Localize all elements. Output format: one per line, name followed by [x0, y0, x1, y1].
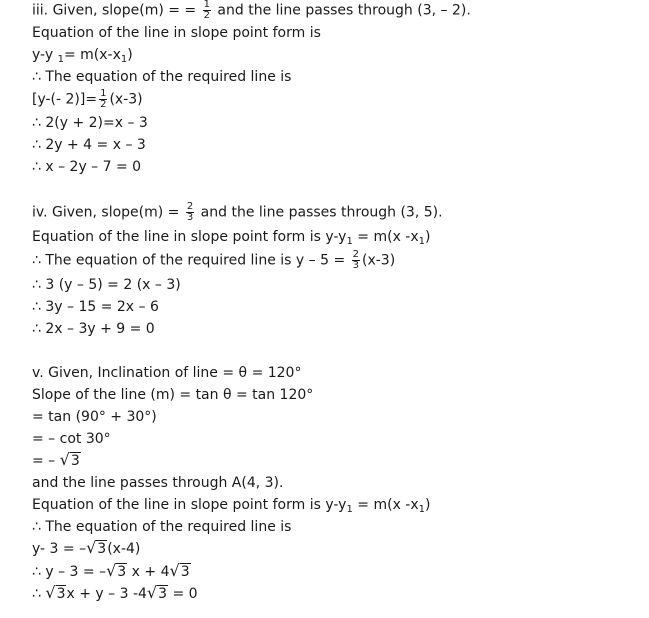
text: ∴ 2y + 4 = x – 3	[32, 137, 146, 153]
radicand: 3	[97, 541, 107, 557]
fraction	[203, 0, 211, 21]
text: = m(x -x	[352, 497, 419, 513]
radicand: 3	[70, 453, 80, 469]
text: (x-4)	[107, 541, 141, 557]
text: x + y – 3 -4	[66, 586, 147, 602]
numerator: 1	[203, 0, 210, 10]
text: ∴ The equation of the required line is	[32, 519, 292, 535]
square-root: √3	[106, 561, 127, 580]
iii-step-1	[32, 114, 148, 132]
iii-given-line	[32, 0, 471, 21]
text: ∴ 3y – 15 = 2x – 6	[32, 299, 159, 315]
text: = 0	[168, 586, 198, 602]
v-equation-form	[32, 496, 431, 514]
text: ∴ 2(y + 2)=x – 3	[32, 115, 148, 131]
text: (x-3)	[362, 252, 396, 269]
subscript: 1	[346, 236, 353, 247]
iii-equation-form	[32, 24, 321, 42]
text: ∴ The equation of the required line is	[32, 69, 292, 85]
v-step-1	[32, 562, 191, 581]
iii-substitution	[32, 89, 143, 110]
text: Equation of the line in slope point form is y-y	[32, 229, 347, 245]
text: Slope of the line (m) = tan θ = tan 120°	[32, 387, 314, 403]
subscript: 1	[120, 54, 128, 65]
text: x + 4	[127, 564, 170, 580]
v-cot-line	[32, 430, 111, 448]
text: iii. Given, slope(m) = =	[32, 2, 201, 19]
radicand: 3	[117, 564, 127, 580]
text: ∴ 3 (y – 5) = 2 (x – 3)	[32, 277, 181, 293]
text: and the line passes through (3, – 2).	[212, 2, 471, 19]
text: y- 3 = –	[32, 541, 87, 557]
square-root: √3	[59, 450, 80, 469]
text: and the line passes through A(4, 3).	[32, 475, 284, 491]
v-result	[32, 584, 198, 603]
fraction	[352, 250, 360, 271]
iii-slope-point-formula	[32, 46, 133, 64]
text: (x-3)	[109, 91, 143, 108]
text: y-y	[32, 47, 58, 63]
subscript: 1	[418, 504, 426, 515]
denominator: 2	[203, 10, 210, 21]
subscript: 1	[57, 54, 64, 65]
subscript: 1	[346, 504, 353, 515]
text: = m(x -x	[352, 229, 419, 245]
iv-given-line	[32, 202, 443, 223]
iv-required-line	[32, 250, 395, 271]
text: ∴ 2x – 3y + 9 = 0	[32, 321, 155, 337]
v-tan-line	[32, 408, 157, 426]
text: iv. Given, slope(m) =	[32, 204, 184, 221]
text: )	[425, 229, 431, 245]
iii-therefore-line	[32, 68, 291, 86]
text: = m(x-x	[63, 47, 121, 63]
numerator: 2	[352, 249, 359, 260]
v-slope-line	[32, 386, 313, 404]
iv-result	[32, 320, 155, 338]
v-sqrt-line	[32, 451, 81, 470]
fraction	[186, 202, 194, 223]
text: )	[425, 497, 431, 513]
v-passes-line	[32, 474, 283, 492]
square-root: √3	[169, 561, 190, 580]
text: = – cot 30°	[32, 431, 111, 447]
text: ∴	[32, 586, 46, 602]
text: ∴ y – 3 = –	[32, 564, 107, 580]
iv-step-2	[32, 298, 159, 316]
iii-step-2	[32, 136, 146, 154]
denominator: 3	[186, 212, 194, 223]
numerator: 1	[100, 88, 107, 99]
text: [y-(- 2)]=	[32, 91, 98, 108]
text: and the line passes through (3, 5).	[196, 204, 443, 221]
fraction	[99, 89, 107, 110]
subscript: 1	[418, 236, 426, 247]
v-therefore-line	[32, 518, 291, 536]
text: ∴ The equation of the required line is y – 5 =	[32, 252, 350, 269]
radicand: 3	[56, 586, 66, 602]
radicand: 3	[180, 564, 190, 580]
square-root: √3	[86, 538, 107, 557]
v-given-line	[32, 364, 301, 382]
text: Equation of the line in slope point form is y-y	[32, 497, 347, 513]
v-substitution	[32, 539, 140, 558]
text: v. Given, Inclination of line = θ = 120°	[32, 365, 302, 381]
denominator: 2	[100, 99, 107, 110]
text: ∴ x – 2y – 7 = 0	[32, 159, 142, 175]
iv-step-1	[32, 276, 181, 294]
radicand: 3	[158, 586, 168, 602]
numerator: 2	[186, 201, 194, 212]
iii-result	[32, 158, 141, 176]
square-root: √3	[45, 583, 66, 602]
text: )	[127, 47, 133, 63]
text: = –	[32, 453, 60, 469]
iv-equation-form	[32, 228, 431, 246]
text: = tan (90° + 30°)	[32, 409, 157, 425]
text: Equation of the line in slope point form is	[32, 25, 321, 41]
denominator: 3	[352, 260, 359, 271]
square-root: √3	[146, 583, 168, 602]
